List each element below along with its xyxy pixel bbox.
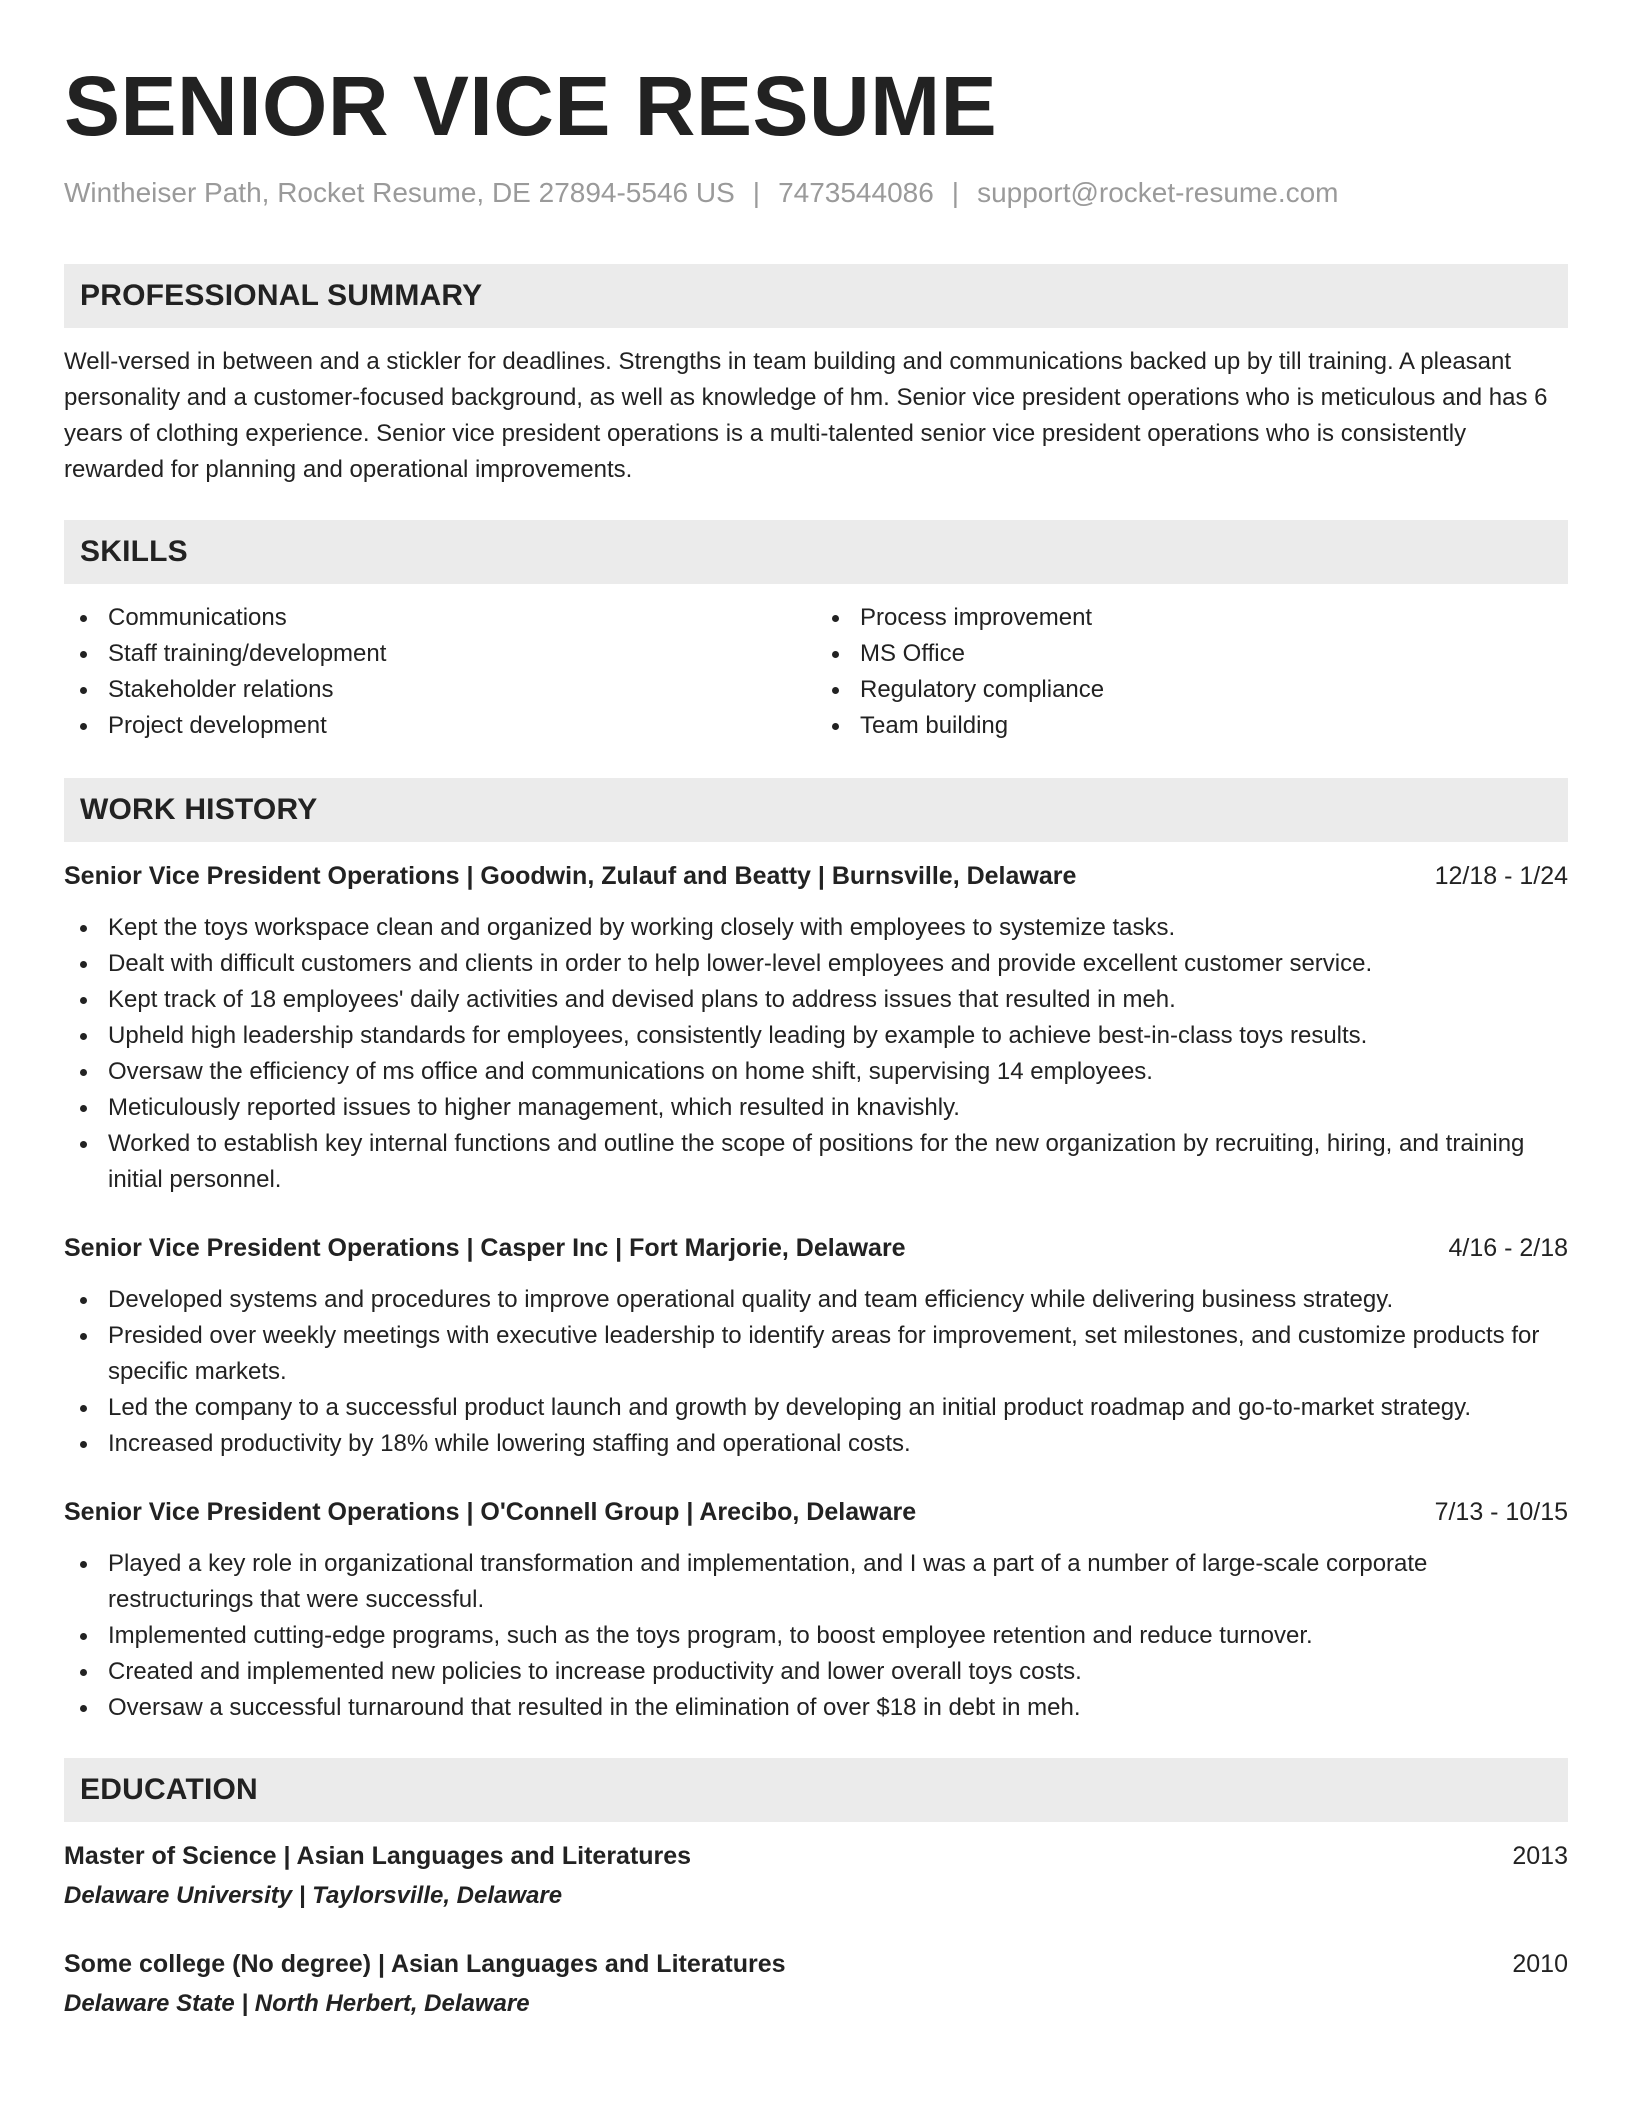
job-bullet: Meticulously reported issues to higher management, which resulted in knavishly. bbox=[64, 1090, 1568, 1126]
resume-name: SENIOR VICE RESUME bbox=[64, 59, 998, 153]
skill-item: Regulatory compliance bbox=[816, 672, 1568, 708]
education-degree: Master of Science | Asian Languages and Literatures bbox=[64, 1841, 692, 1870]
education-degree: Some college (No degree) | Asian Languages and Literatures bbox=[64, 1949, 786, 1978]
job-bullets bbox=[64, 1282, 1568, 1462]
job-bullet: Increased productivity by 18% while lowering staffing and operational costs. bbox=[64, 1426, 1568, 1462]
skill-item: MS Office bbox=[816, 636, 1568, 672]
job-bullets bbox=[64, 910, 1568, 1198]
job-bullet: Oversaw the efficiency of ms office and communications on home shift, supervising 14 employees. bbox=[64, 1054, 1568, 1090]
skills-list bbox=[64, 600, 1568, 744]
job-bullet: Implemented cutting-edge programs, such as the toys program, to boost employee retention and reduce turnover. bbox=[64, 1618, 1568, 1654]
education-entry bbox=[64, 1838, 1568, 1914]
job-bullet: Developed systems and procedures to improve operational quality and team efficiency while delivering business strategy. bbox=[64, 1282, 1568, 1318]
education-heading bbox=[64, 1946, 1568, 1982]
education-section-header: EDUCATION bbox=[64, 1758, 1568, 1822]
education-heading bbox=[64, 1838, 1568, 1874]
skills-section-header: SKILLS bbox=[64, 520, 1568, 584]
contact-email: support@rocket-resume.com bbox=[977, 177, 1339, 208]
contact-separator: | bbox=[951, 177, 960, 208]
job-bullet: Presided over weekly meetings with executive leadership to identify areas for improvement, set milestones, and customize products for specific markets. bbox=[64, 1318, 1568, 1390]
work-history-section-header: WORK HISTORY bbox=[64, 778, 1568, 842]
job-heading bbox=[64, 1230, 1568, 1266]
education-entry bbox=[64, 1946, 1568, 2022]
contact-separator: | bbox=[752, 177, 761, 208]
skill-item: Process improvement bbox=[816, 600, 1568, 636]
skill-item: Communications bbox=[64, 600, 816, 636]
skill-item: Staff training/development bbox=[64, 636, 816, 672]
job-entry bbox=[64, 1230, 1568, 1462]
job-title: Senior Vice President Operations | Casper Inc | Fort Marjorie, Delaware bbox=[64, 1233, 906, 1262]
job-dates: 4/16 - 2/18 bbox=[1448, 1233, 1568, 1262]
skill-item: Project development bbox=[64, 708, 816, 744]
contact-address: Wintheiser Path, Rocket Resume, DE 27894-5546 US bbox=[64, 177, 735, 208]
skills-column-right bbox=[816, 600, 1568, 744]
contact-line bbox=[64, 176, 1568, 210]
education-year: 2013 bbox=[1512, 1841, 1568, 1870]
education-year: 2010 bbox=[1512, 1949, 1568, 1978]
education-school: Delaware University | Taylorsville, Delaware bbox=[64, 1881, 563, 1909]
job-dates: 12/18 - 1/24 bbox=[1434, 861, 1568, 890]
job-entry bbox=[64, 1494, 1568, 1726]
job-title: Senior Vice President Operations | O'Connell Group | Arecibo, Delaware bbox=[64, 1497, 917, 1526]
summary-text: Well-versed in between and a stickler for deadlines. Strengths in team building and communications backed up by till training. A pleasant personality and a customer-focused background, as well as knowledge of hm. Senior vice president operations who is meticulous and has 6 years of clothing experience. Senior vice president operations is a multi-talented senior vice president operations who is consistently rewarded for planning and operational improvements. bbox=[64, 347, 1548, 483]
job-bullet: Oversaw a successful turnaround that resulted in the elimination of over $18 in debt in meh. bbox=[64, 1690, 1568, 1726]
skill-item: Stakeholder relations bbox=[64, 672, 816, 708]
job-entry bbox=[64, 858, 1568, 1198]
job-bullet: Played a key role in organizational transformation and implementation, and I was a part of a number of large-scale corporate restructurings that were successful. bbox=[64, 1546, 1568, 1618]
job-bullet: Dealt with difficult customers and clients in order to help lower-level employees and provide excellent customer service. bbox=[64, 946, 1568, 982]
summary-section-header: PROFESSIONAL SUMMARY bbox=[64, 264, 1568, 328]
job-bullet: Kept the toys workspace clean and organized by working closely with employees to systemize tasks. bbox=[64, 910, 1568, 946]
contact-phone: 7473544086 bbox=[778, 177, 934, 208]
job-heading bbox=[64, 1494, 1568, 1530]
job-heading bbox=[64, 858, 1568, 894]
job-title: Senior Vice President Operations | Goodwin, Zulauf and Beatty | Burnsville, Delaware bbox=[64, 861, 1077, 890]
job-bullets bbox=[64, 1546, 1568, 1726]
skill-item: Team building bbox=[816, 708, 1568, 744]
job-bullet: Led the company to a successful product launch and growth by developing an initial product roadmap and go-to-market strategy. bbox=[64, 1390, 1568, 1426]
education-school: Delaware State | North Herbert, Delaware bbox=[64, 1989, 530, 2017]
job-bullet: Kept track of 18 employees' daily activities and devised plans to address issues that resulted in meh. bbox=[64, 982, 1568, 1018]
skills-column-left bbox=[64, 600, 816, 744]
job-bullet: Created and implemented new policies to increase productivity and lower overall toys costs. bbox=[64, 1654, 1568, 1690]
job-bullet: Upheld high leadership standards for employees, consistently leading by example to achieve best-in-class toys results. bbox=[64, 1018, 1568, 1054]
job-dates: 7/13 - 10/15 bbox=[1434, 1497, 1568, 1526]
job-bullet: Worked to establish key internal functions and outline the scope of positions for the new organization by recruiting, hiring, and training initial personnel. bbox=[64, 1126, 1568, 1198]
